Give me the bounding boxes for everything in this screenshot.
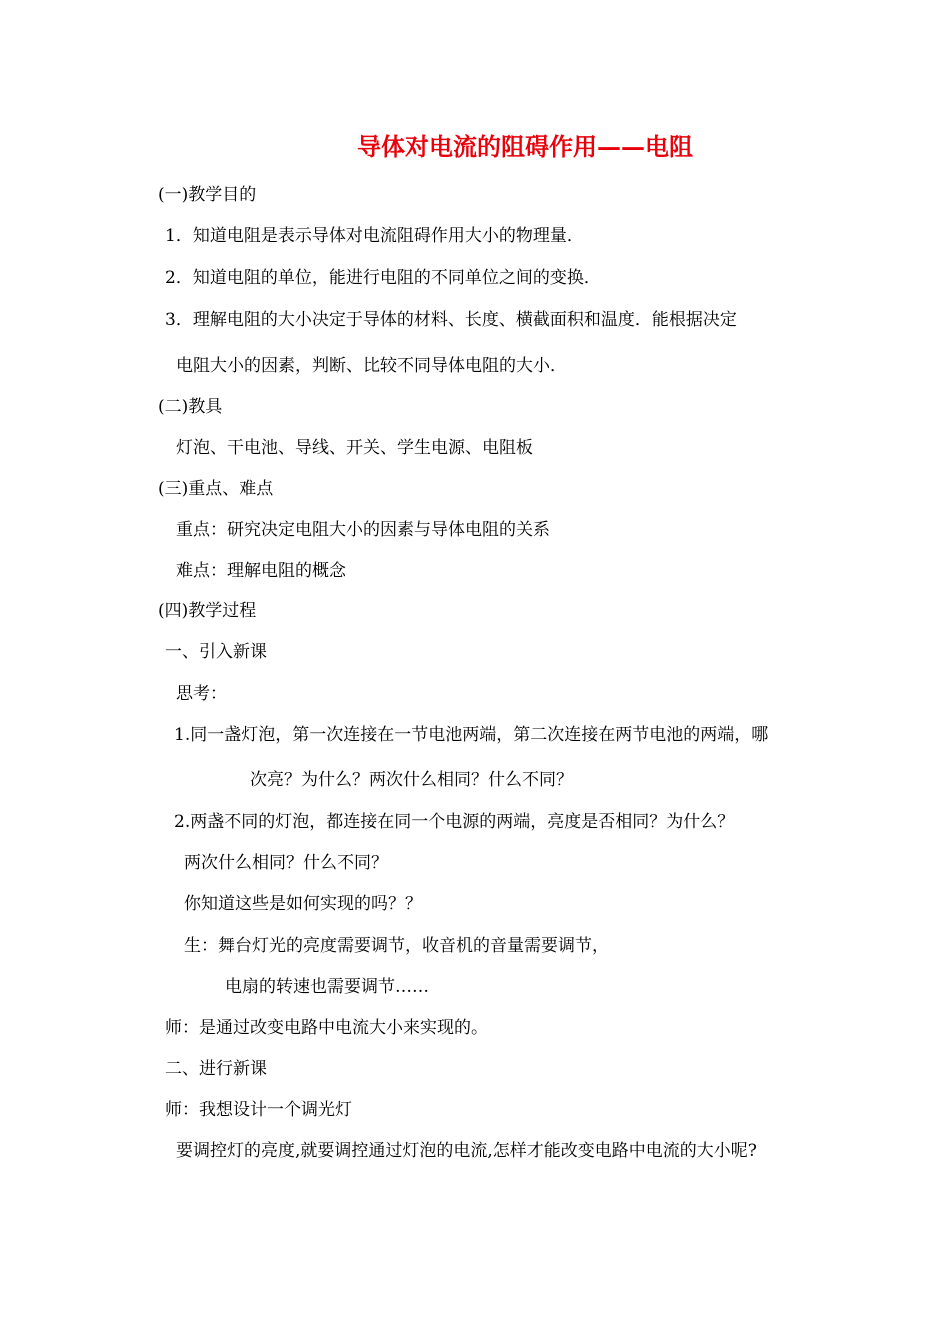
question-1-continued: 次亮？为什么？两次什么相同？什么不同？ xyxy=(250,770,573,790)
difficult-point: 难点：理解电阻的概念 xyxy=(176,561,346,581)
objective-item-3-continued: 电阻大小的因素，判断、比较不同导体电阻的大小． xyxy=(176,356,567,376)
think-label: 思考： xyxy=(176,684,227,704)
key-point: 重点：研究决定电阻大小的因素与导体电阻的关系 xyxy=(176,520,550,540)
equipment-list: 灯泡、干电池、导线、开关、学生电源、电阻板 xyxy=(176,438,533,458)
teacher-remark-2: 师：我想设计一个调光灯 xyxy=(165,1100,352,1120)
document-title: 导体对电流的阻碍作用——电阻 xyxy=(357,132,693,161)
question-3: 你知道这些是如何实现的吗？？ xyxy=(184,894,422,914)
student-answer: 生：舞台灯光的亮度需要调节，收音机的音量需要调节， xyxy=(184,936,609,956)
objective-item-1: 1．知道电阻是表示导体对电流阻碍作用大小的物理量． xyxy=(165,226,584,246)
subsection-new-lesson: 二、进行新课 xyxy=(165,1059,267,1079)
question-2-continued: 两次什么相同？什么不同？ xyxy=(184,853,388,873)
objective-item-3: 3．理解电阻的大小决定于导体的材料、长度、横截面积和温度．能根据决定 xyxy=(165,310,737,330)
section-heading-key-points: (三)重点、难点 xyxy=(158,479,274,499)
objective-item-2: 2．知道电阻的单位，能进行电阻的不同单位之间的变换． xyxy=(165,268,601,288)
section-heading-objectives: (一)教学目的 xyxy=(158,185,257,205)
lesson-question: 要调控灯的亮度,就要调控通过灯泡的电流,怎样才能改变电路中电流的大小呢? xyxy=(176,1141,757,1161)
subsection-intro: 一、引入新课 xyxy=(165,642,267,662)
question-2: 2.两盏不同的灯泡，都连接在同一个电源的两端，亮度是否相同？为什么？ xyxy=(174,812,735,832)
teacher-remark-1: 师：是通过改变电路中电流大小来实现的。 xyxy=(165,1018,488,1038)
student-answer-continued: 电扇的转速也需要调节…… xyxy=(225,977,429,997)
section-heading-equipment: (二)教具 xyxy=(158,397,223,417)
question-1: 1.同一盏灯泡，第一次连接在一节电池两端，第二次连接在两节电池的两端，哪 xyxy=(174,725,769,745)
section-heading-process: (四)教学过程 xyxy=(158,601,257,621)
